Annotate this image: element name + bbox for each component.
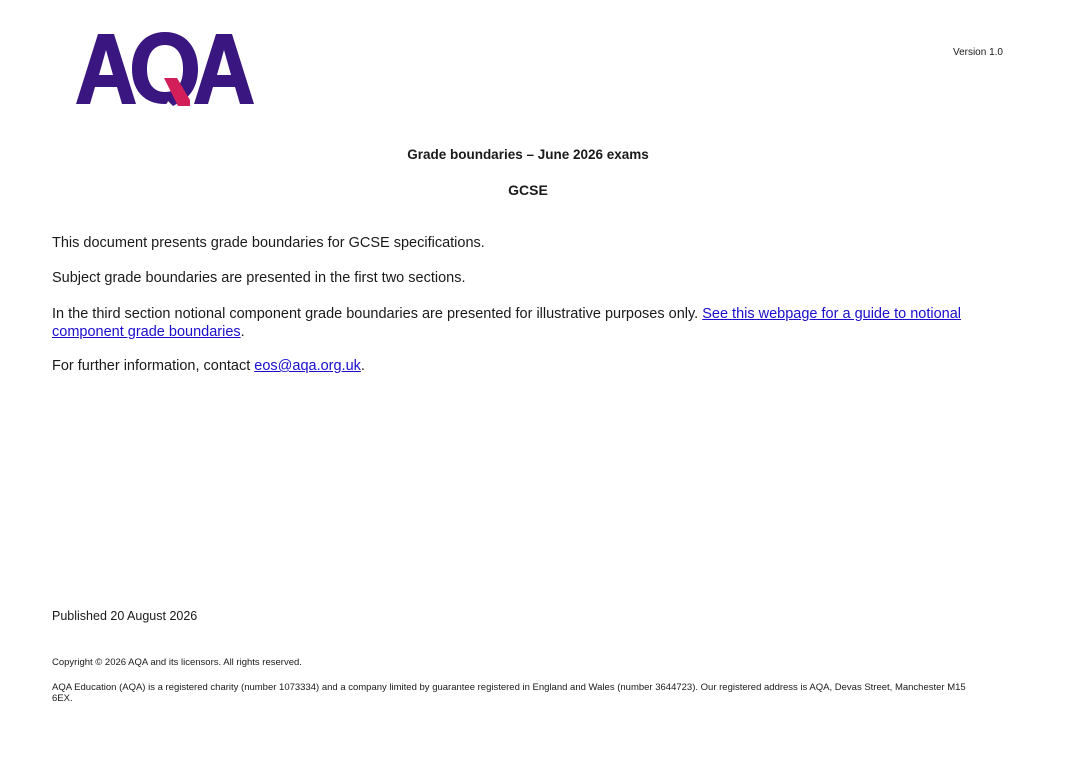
contact-period: . <box>360 358 365 374</box>
notional-paragraph <box>52 305 982 341</box>
document-subtitle: GCSE <box>508 182 548 198</box>
aqa-logo <box>76 32 254 106</box>
copyright-notice: Copyright © 2026 AQA and its licensors. All rights reserved. <box>52 657 302 668</box>
sections-paragraph: Subject grade boundaries are presented in the first two sections. <box>52 270 466 286</box>
logo-letter-a-left <box>76 34 136 104</box>
logo-letter-q <box>132 32 198 106</box>
notional-period: . <box>240 324 245 340</box>
contact-email-link[interactable]: eos@aqa.org.uk <box>254 358 361 374</box>
notional-guide-link[interactable]: See this webpage for a guide to notional component grade boundaries <box>52 306 961 340</box>
published-date: Published 20 August 2026 <box>52 609 198 623</box>
logo-letter-a-right <box>194 34 254 104</box>
intro-paragraph: This document presents grade boundaries for GCSE specifications. <box>52 235 485 251</box>
document-title: Grade boundaries – June 2026 exams <box>407 147 649 162</box>
contact-paragraph <box>52 357 982 375</box>
notional-text: In the third section notional component grade boundaries are presented for illustrative purposes only. <box>52 306 703 322</box>
charity-notice: AQA Education (AQA) is a registered charity (number 1073334) and a company limited by guarantee registered in England and Wales (number 3644723). Our registered address is AQA, Devas Street, Manchester M15 6EX. <box>52 682 966 704</box>
version-label: Version 1.0 <box>952 47 1003 58</box>
contact-text: For further information, contact <box>52 358 255 374</box>
